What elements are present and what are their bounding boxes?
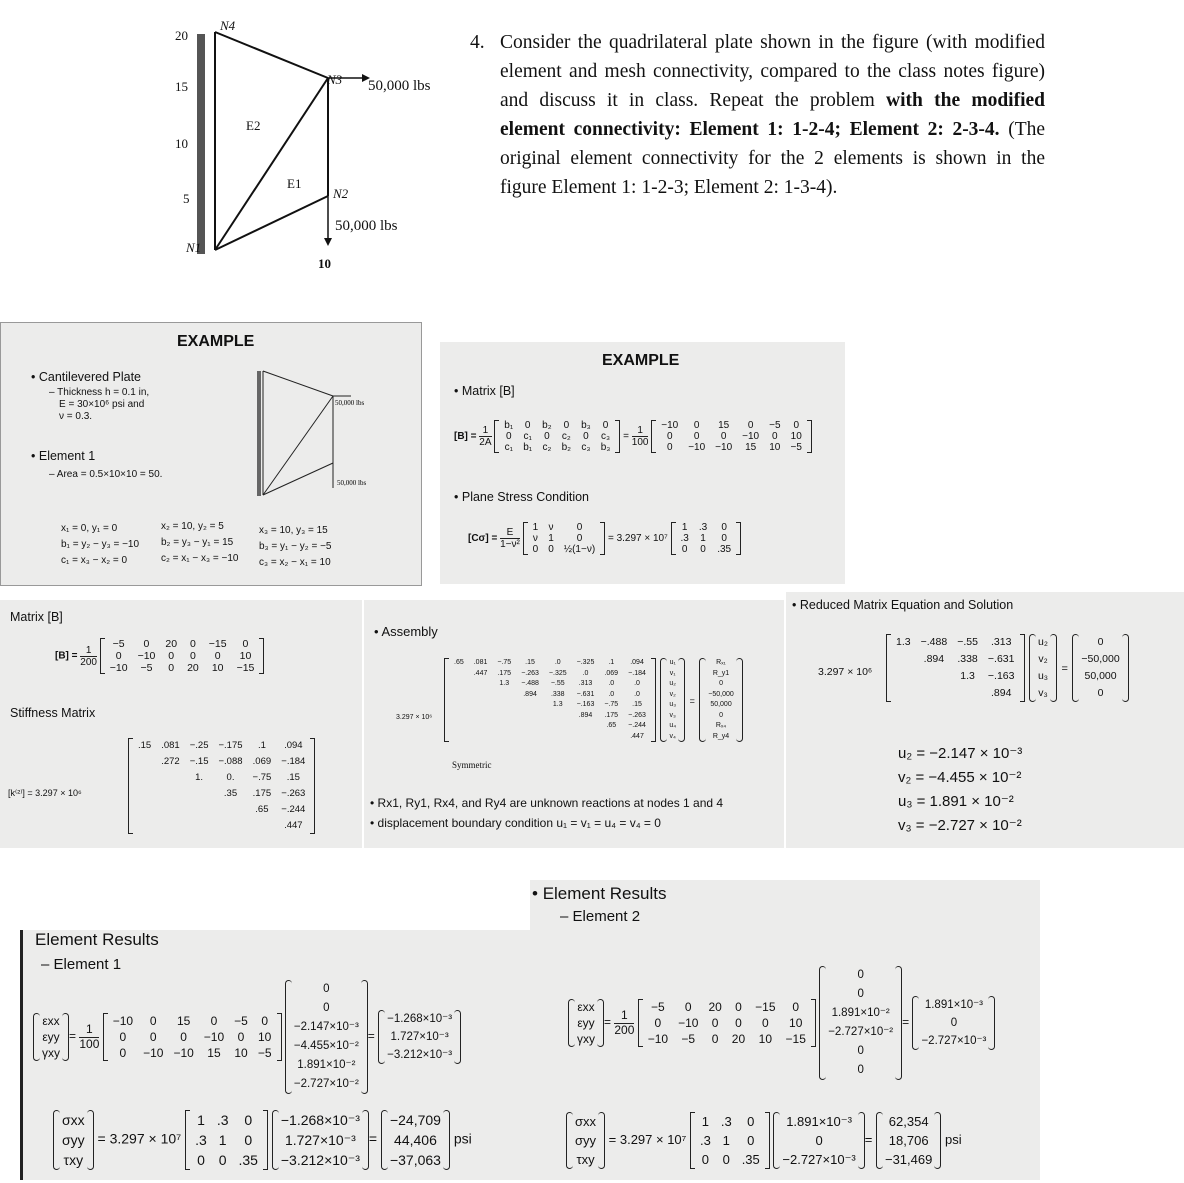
- slide5-eq: 1.3 −.488 −.55 .313 .894 .338 −.631 1.3 −.163 .894 u₂ v₂ u₃ v₃ = 0 −50,000 50,000 0: [886, 634, 1129, 702]
- load-n3-label: 50,000 lbs: [368, 78, 431, 94]
- slide-assembly: [364, 600, 784, 848]
- solution-v2: v₂ = −4.455 × 10⁻²: [898, 769, 1022, 786]
- slide1-load-n3: 50,000 lbs: [335, 399, 365, 407]
- element-2-label: E2: [246, 118, 261, 133]
- slide3-stiff-label: Stiffness Matrix: [10, 706, 96, 720]
- slide5-coef: 3.297 × 10⁶: [818, 666, 873, 678]
- slide6-stress-eq: σxx σyy τxy = 3.297 × 10⁷ 1 .3 0 .3 1 0 0 0 .35 −1.268×10⁻³ 1.727×10⁻³ −3.212×10⁻³ = −24,709 44,406 −37,063 psi: [53, 1110, 472, 1170]
- x-tick-10: 10: [318, 256, 331, 271]
- slide1-col2: x₂ = 10, y₂ = 5 b₂ = y₃ − y₁ = 15 c₂ = x₁ − x₃ = −10: [161, 521, 239, 564]
- slide6-sub: – Element 1: [41, 956, 122, 973]
- slide6-C-matrix: 1 .3 0 .3 1 0 0 0 .35: [195, 1112, 258, 1168]
- plate-figure: [170, 18, 460, 278]
- slide6-B-matrix: −10 0 15 0 −5 0 0 0 0 −10 0 10 0 −10 −10 15 10 −5: [112, 1014, 272, 1060]
- problem-number: 4.: [470, 32, 485, 53]
- slide7-stress-eq: σxx σyy τxy = 3.297 × 10⁷ 1 .3 0 .3 1 0 0 0 .35 1.891×10⁻³ 0 −2.727×10⁻³ = 62,354 18,706 −31,469 psi: [566, 1112, 962, 1169]
- slide7-sub: – Element 2: [560, 908, 641, 925]
- slide3-matrixB-label: Matrix [B]: [10, 610, 63, 624]
- slide7-eps-vector: εxx εyy γxy: [568, 999, 604, 1047]
- slide2-B-numeric: −10 0 15 0 −5 0 0 0 0 −10 0 10 0 −10 −10 15 10 −5: [661, 420, 802, 453]
- slide-element1-results: [20, 930, 531, 1180]
- slide6-eps-vector: εxx εyy γxy: [33, 1013, 69, 1061]
- slide2-C-eq: [Cσ] = $\frac{E}{\text{1−ν²}}$ 1 ν 0 ν 1 0 0 0 ½(1−ν) = 3.297 × 10⁷ 1 .3 0 .3 1 0 0 0 .35: [468, 522, 741, 555]
- slide4-k-wrap: .65 .081 −.75 .15 .0 −.325 .1 .094 .447 .175 −.263 −.325 .0 .069 −.184 1.3 −.488 −.55 .313 .0 .0 .894 .338 −.631 .0 .0 1.3 −.163 −.75 .15 .894 .175 −.263 .65 −.244 .447 u₁ v₁ u₂ v₂ u₃ v₃ u₄ v₄ = Rₓ₁ R_y1 0 −50,000 50,000 0 Rₓ₄ R_y4: [444, 658, 743, 742]
- slide4-note2: • displacement boundary condition u₁ = v₁ = u₄ = v₄ = 0: [370, 816, 661, 830]
- problem-statement: [470, 28, 1045, 202]
- slide6-stress-vector: −24,709 44,406 −37,063: [381, 1110, 450, 1170]
- y-tick-10: 10: [175, 136, 188, 151]
- slide7-d-vector: 0 0 1.891×10⁻² −2.727×10⁻² 0 0: [819, 966, 902, 1080]
- slide2-title: EXAMPLE: [602, 352, 680, 369]
- node-4-label: N4: [220, 18, 236, 33]
- slide5-u-vector: u₂ v₂ u₃ v₃: [1029, 634, 1057, 702]
- slide6-title: Element Results: [35, 930, 159, 949]
- slide1-col1: x₁ = 0, y₁ = 0 b₁ = y₂ − y₃ = −10 c₁ = x₃ − x₂ = 0: [61, 523, 140, 566]
- slide-example-2: [440, 342, 845, 584]
- node-2-label: N2: [333, 186, 349, 201]
- slide5-solutions: [898, 742, 1022, 838]
- element-1-label: E1: [287, 176, 302, 191]
- y-tick-15: 15: [175, 79, 188, 94]
- slide3-B-eq: [B] = $\frac{1}{200}$ −5 0 20 0 −15 0 0 −10 0 0 0 10 −10 −5 0 20 10 −15: [55, 638, 264, 674]
- slide2-plane-label: • Plane Stress Condition: [454, 490, 589, 504]
- slide3-k-sym: [k⁽²⁾] = 3.297 × 10⁶: [8, 788, 82, 798]
- problem-text-b: (The original element connectivity for the 2 elements is shown in the figure Element 1: 1-2-3; Element 2: 1-3-4).: [500, 119, 1046, 198]
- slide-reduced-solution: [786, 592, 1184, 848]
- slide4-note1: • Rx1, Ry1, Rx4, and Ry4 are unknown reactions at nodes 1 and 4: [370, 796, 723, 810]
- node-1-label: N1: [186, 240, 202, 255]
- slide6-d-vector: 0 0 −2.147×10⁻³ −4.455×10⁻² 1.891×10⁻² −2.727×10⁻²: [285, 980, 368, 1094]
- slide-matrix-b-stiffness: [0, 600, 362, 848]
- node-3-label: N3: [327, 72, 343, 87]
- slide2-B-eq: [B] = $\frac{1}{2A}$ b₁ 0 b₂ 0 b₃ 0 0 c₁ 0 c₂ 0 c₃ c₁ b₁ c₂ b₂ c₃ b₃ = $\frac{1}{100}$ −10 0 15 0 −5 0 0 0 0 −10 0 10 0 −10 −10 15 10 −5: [454, 420, 812, 453]
- slide1-b1-sub: – Thickness h = 0.1 in, E = 30×10⁶ psi and ν = 0.3.: [49, 387, 150, 422]
- slide4-k-matrix: .65 .081 −.75 .15 .0 −.325 .1 .094 .447 .175 −.263 −.325 .0 .069 −.184 1.3 −.488 −.55 .313 .0 .0 .894 .338 −.631 .0 .0 1.3 −.163 −.75 .15 .894 .175 −.263 .65 −.244 .447: [454, 659, 646, 740]
- slide1-b2: • Element 1: [31, 449, 95, 463]
- solution-v3: v₃ = −2.727 × 10⁻²: [898, 817, 1022, 834]
- slide2-C-numeric: 1 .3 0 .3 1 0 0 0 .35: [680, 522, 732, 555]
- slide3-k-matrix-wrap: [128, 738, 315, 834]
- y-tick-20: 20: [175, 28, 188, 43]
- wall-fixture: [197, 34, 205, 254]
- slide7-strain-vector: 1.891×10⁻³ 0 −2.727×10⁻³: [912, 996, 995, 1050]
- slide3-B-matrix: −5 0 20 0 −15 0 0 −10 0 0 0 10 −10 −5 0 20 10 −15: [109, 638, 255, 674]
- slide6-strain-vector-2: −1.268×10⁻³ 1.727×10⁻³ −3.212×10⁻³: [272, 1110, 369, 1170]
- slide5-k-matrix: 1.3 −.488 −.55 .313 .894 .338 −.631 1.3 −.163 .894: [896, 636, 1015, 699]
- slide7-B-matrix: −5 0 20 0 −15 0 0 −10 0 0 0 10 −10 −5 0 20 10 −15: [647, 1000, 806, 1046]
- slide4-symmetric: Symmetric: [452, 760, 492, 770]
- slide6-sig-vector: σxx σyy τxy: [53, 1110, 94, 1170]
- slide2-B-symbolic: b₁ 0 b₂ 0 b₃ 0 0 c₁ 0 c₂ 0 c₃ c₁ b₁ c₂ b₂ c₃ b₃: [504, 420, 611, 453]
- slide6-strain-eq: εxx εyy γxy = $\frac{1}{100}$ −10 0 15 0 −5 0 0 0 0 −10 0 10 0 −10 −10 15 10 −5 0 0 −2.147×10⁻³ −4.455×10⁻² 1.891×10⁻² −2.727×10⁻² = −1.268×10⁻³ 1.727×10⁻³ −3.212×10⁻³: [33, 980, 461, 1094]
- slide7-strain-vector-2: 1.891×10⁻³ 0 −2.727×10⁻³: [773, 1112, 864, 1169]
- slide7-sig-vector: σxx σyy τxy: [566, 1112, 605, 1169]
- slide7-C-matrix: 1 .3 0 .3 1 0 0 0 .35: [700, 1114, 760, 1167]
- solution-u3: u₃ = 1.891 × 10⁻²: [898, 793, 1014, 810]
- problem-text-a: Consider the quadrilateral plate shown in the figure (with modified element and mesh connectivity, compared to the class notes figure) and discuss it in class. Repeat the problem: [500, 32, 1045, 111]
- slide1-col3: x₃ = 10, y₃ = 15 b₃ = y₁ − y₂ = −5 c₃ = x₂ − x₁ = 10: [259, 525, 332, 568]
- slide1-figure: [251, 363, 416, 503]
- slide5-r-vector: 0 −50,000 50,000 0: [1072, 634, 1128, 702]
- slide7-stress-vector: 62,354 18,706 −31,469: [876, 1112, 941, 1169]
- slide2-C-symbolic: 1 ν 0 ν 1 0 0 0 ½(1−ν): [532, 522, 596, 555]
- slide4-coef: 3.297 × 10⁶: [396, 714, 433, 721]
- slide4-assembly-label: • Assembly: [374, 624, 438, 639]
- y-tick-5: 5: [183, 191, 190, 206]
- slide4-r-vector: Rₓ₁ R_y1 0 −50,000 50,000 0 Rₓ₄ R_y4: [699, 658, 743, 742]
- slide5-title: • Reduced Matrix Equation and Solution: [792, 598, 1013, 612]
- slide4-u-vector: u₁ v₁ u₂ v₂ u₃ v₃ u₄ v₄: [660, 658, 685, 742]
- solution-u2: u₂ = −2.147 × 10⁻³: [898, 745, 1023, 762]
- slide2-matrixB-label: • Matrix [B]: [454, 384, 515, 398]
- slide3-k-matrix: .15 .081 −.25 −.175 .1 .094 .272 −.15 −.088 .069 −.184 1. 0. −.75 .15 .35 .175 −.263 .65 −.244 .447: [138, 740, 306, 831]
- slide-element2-results: [530, 880, 1040, 1180]
- slide1-title: EXAMPLE: [177, 333, 255, 350]
- slide-example-1: [0, 322, 422, 586]
- slide7-strain-eq: εxx εyy γxy = $\frac{1}{200}$ −5 0 20 0 −15 0 0 −10 0 0 0 10 −10 −5 0 20 10 −15 0 0 1.891×10⁻² −2.727×10⁻² 0 0 = 1.891×10⁻³ 0 −2.727×10⁻³: [568, 966, 995, 1080]
- problem-text-bold: with the modified element connectivity: Element 1: 1-2-4; Element 2: 2-3-4.: [500, 90, 1045, 140]
- slide1-b1: • Cantilevered Plate: [31, 370, 141, 384]
- slide6-strain-vector: −1.268×10⁻³ 1.727×10⁻³ −3.212×10⁻³: [378, 1010, 461, 1064]
- slide7-title: • Element Results: [532, 884, 666, 904]
- slide1-load-n2: 50,000 lbs: [337, 479, 367, 487]
- slide1-area: – Area = 0.5×10×10 = 50.: [49, 469, 163, 480]
- plate-svg: [170, 18, 460, 278]
- load-n2-label: 50,000 lbs: [335, 218, 398, 234]
